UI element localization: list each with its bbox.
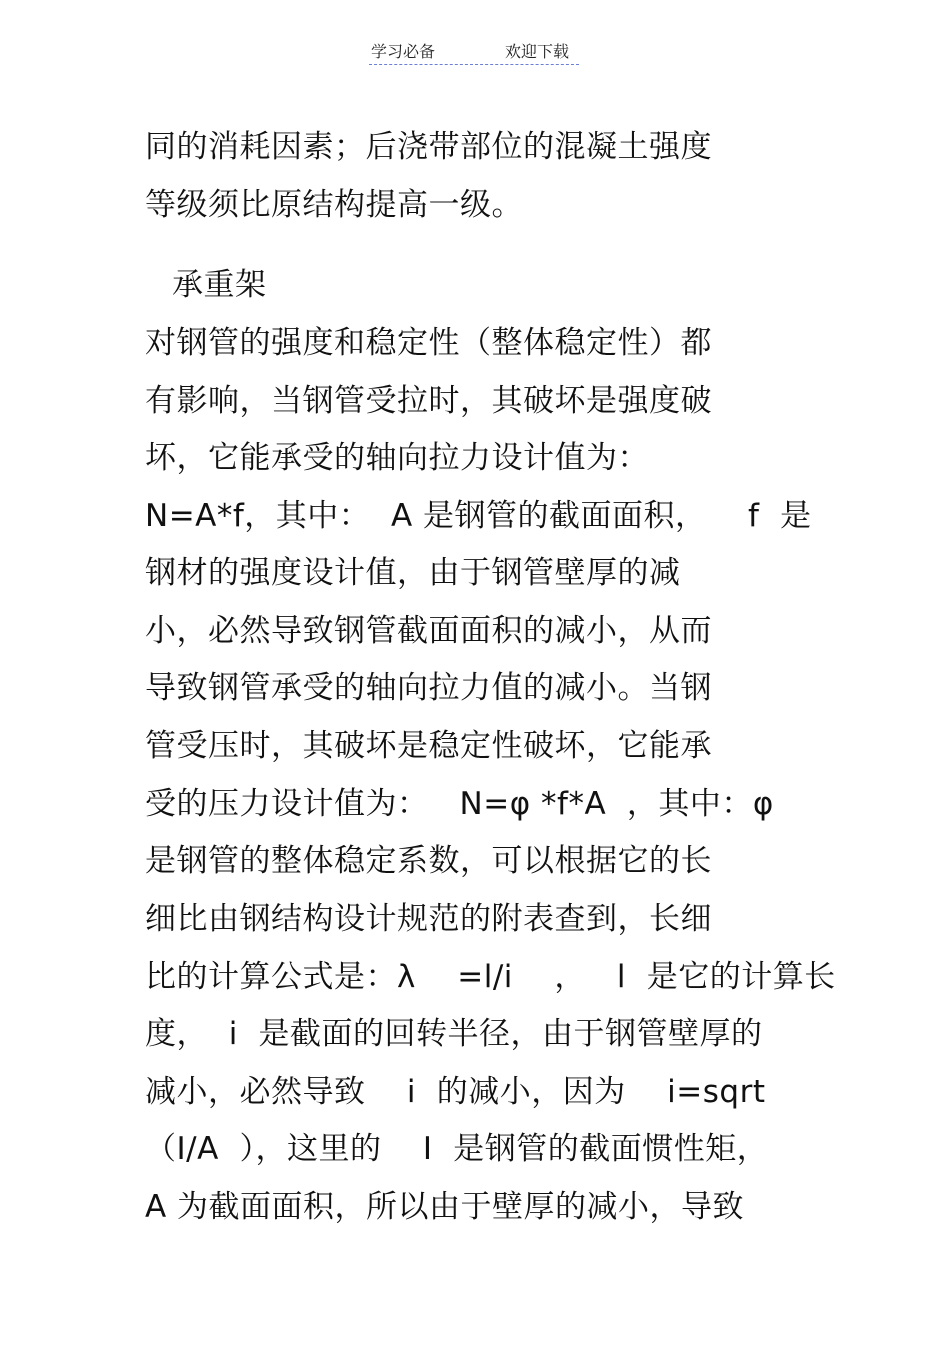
paragraph-line: N=A*f，其中： A 是钢管的截面面积， f 是 xyxy=(145,498,812,534)
header-left-text: 学习必备 xyxy=(371,42,436,61)
paragraph-line: 有影响，当钢管受拉时，其破坏是强度破 xyxy=(145,383,712,419)
paragraph-line: 钢材的强度设计值，由于钢管壁厚的减 xyxy=(145,555,681,591)
paragraph-line: 坏，它能承受的轴向拉力设计值为： xyxy=(145,440,649,476)
paragraph-line: （I/A ），这里的 I 是钢管的截面惯性矩， xyxy=(145,1131,769,1167)
paragraph-line: 比的计算公式是：λ =l/i ， l 是它的计算长 xyxy=(145,959,836,995)
paragraph-line: 对钢管的强度和稳定性（整体稳定性）都 xyxy=(145,325,712,361)
header-right-text: 欢迎下载 xyxy=(505,42,570,61)
paragraph-line: 等级须比原结构提高一级。 xyxy=(145,187,523,223)
paragraph-line: 同的消耗因素；后浇带部位的混凝土强度 xyxy=(145,129,712,165)
paragraph-line: 细比由钢结构设计规范的附表查到，长细 xyxy=(145,901,712,937)
paragraph-line: 是钢管的整体稳定系数，可以根据它的长 xyxy=(145,843,712,879)
section-heading: 承重架 xyxy=(172,267,267,303)
paragraph-line: 管受压时，其破坏是稳定性破坏，它能承 xyxy=(145,728,712,764)
paragraph-line: 减小，必然导致 i 的减小，因为 i=sqrt xyxy=(145,1074,766,1110)
paragraph-line: 小，必然导致钢管截面面积的减小，从而 xyxy=(145,613,712,649)
paragraph-line: 度， i 是截面的回转半径，由于钢管壁厚的 xyxy=(145,1016,763,1052)
paragraph-line: 受的压力设计值为： N=φ *f*A ，其中：φ xyxy=(145,786,774,822)
paragraph-line: 导致钢管承受的轴向拉力值的减小。当钢 xyxy=(145,670,712,706)
paragraph-line: A 为截面面积，所以由于壁厚的减小，导致 xyxy=(145,1189,745,1225)
